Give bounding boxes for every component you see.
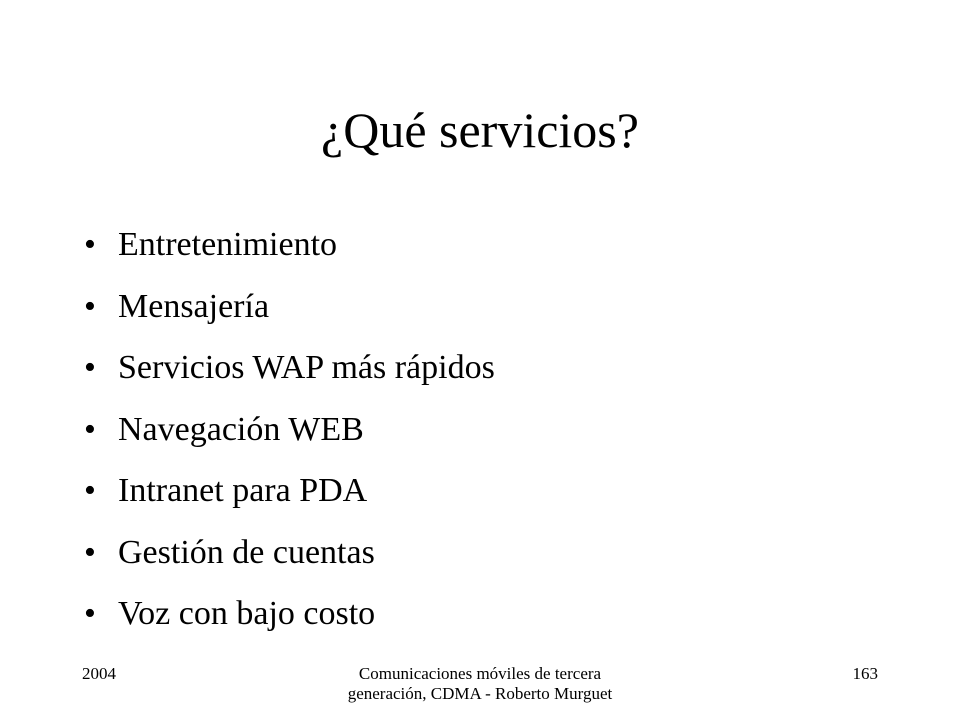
bullet-text: Entretenimiento (118, 226, 338, 263)
list-item (84, 522, 495, 584)
bullet-text: Voz con bajo costo (118, 595, 376, 632)
list-item (84, 460, 495, 522)
bullet-text: Intranet para PDA (118, 472, 368, 509)
footer-page-number: 163 (852, 664, 878, 683)
bullet-text: Navegación WEB (118, 410, 364, 448)
bullet-text: Mensajería (118, 287, 270, 325)
bullet-icon: • (84, 226, 96, 263)
footer-year: 2004 (82, 664, 116, 683)
bullet-icon: • (84, 410, 96, 448)
bullet-text: Servicios WAP más rápidos (118, 349, 495, 386)
list-item (84, 399, 495, 461)
footer-course-title: Comunicaciones móviles de tercera generación, CDMA - Roberto Murguet (347, 664, 613, 703)
bullet-icon: • (84, 595, 96, 632)
list-item (84, 583, 495, 645)
bullet-icon: • (84, 472, 96, 509)
list-item (84, 276, 495, 338)
bullet-text: Gestión de cuentas (118, 533, 375, 571)
bullet-list (84, 214, 495, 645)
slide-title: ¿Qué servicios? (321, 102, 639, 158)
bullet-icon: • (84, 349, 96, 386)
bullet-icon: • (84, 287, 96, 325)
bullet-icon: • (84, 533, 96, 571)
list-item (84, 337, 495, 399)
list-item (84, 214, 495, 276)
